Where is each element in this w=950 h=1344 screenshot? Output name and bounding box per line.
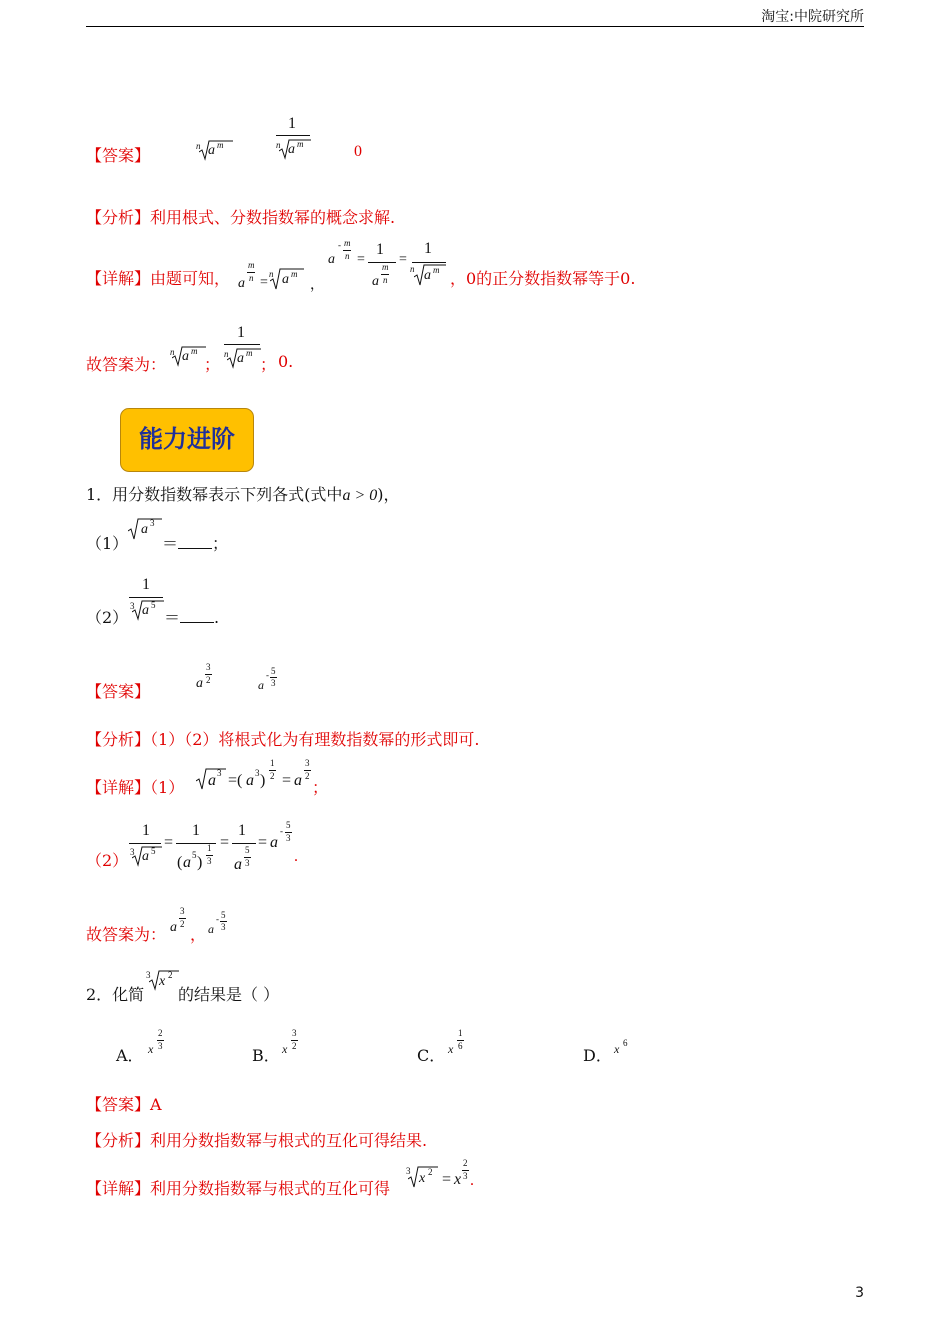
math-ans-a-neg5-3: a - 5 3 bbox=[258, 666, 276, 692]
math-frac-1-over-root: 1 n a m bbox=[276, 115, 312, 161]
detail-label: 【详解】 bbox=[86, 1179, 151, 1198]
math-detail-eq2: a - m n = 1 a m n = 1 n a m bbox=[326, 238, 448, 294]
conclusion-1-end: 0. bbox=[278, 352, 294, 371]
q2-stem-prefix: 2．化简 bbox=[86, 985, 145, 1004]
math-conc2-a-3-2: a 3 2 bbox=[170, 906, 185, 935]
math-conc-root: n a m bbox=[168, 344, 206, 370]
math-conc-frac: 1 n a m bbox=[224, 324, 262, 370]
detail-p1: （1） bbox=[150, 778, 185, 797]
q1-stem bbox=[86, 482, 399, 505]
analysis-label: 【分析】 bbox=[86, 208, 151, 227]
answer-A: 【答案】A bbox=[86, 1095, 162, 1114]
detail-prefix: 由题可知， bbox=[150, 269, 231, 288]
answer-label-2: 【答案】 bbox=[86, 682, 151, 701]
detail-2-sep: ； bbox=[312, 778, 329, 797]
math-conc2-a-neg5-3: a - 5 3 bbox=[208, 910, 226, 936]
math-detail-q1-p2: 1 3 a 5 = 1 ( a 5 ) 1 3 = 1 a 5 3 = a - 5 3 . bbox=[130, 820, 298, 873]
math-q2-root-x2: 3 x 2 bbox=[146, 968, 180, 994]
math-detail-q2: 3 x 2 = x 2 3 . bbox=[406, 1158, 474, 1189]
header-divider bbox=[86, 26, 864, 27]
analysis-text: （1）（2）将根式化为有理数指数幂的形式即可. bbox=[150, 730, 480, 749]
analysis-3 bbox=[86, 1128, 427, 1151]
conclusion-1-prefix: 故答案为： bbox=[86, 355, 167, 374]
detail-1-suffix: ，0的正分数指数幂等于0. bbox=[450, 269, 636, 288]
conc-sep-1: ； bbox=[204, 355, 221, 374]
detail-3 bbox=[86, 1176, 390, 1199]
detail-label: 【详解】 bbox=[86, 269, 151, 288]
detail-p2-label: （2） bbox=[86, 851, 129, 870]
math-ans-a-3-2: a 3 2 bbox=[196, 662, 211, 691]
math-option-d: x 6 bbox=[614, 1038, 628, 1056]
analysis-2 bbox=[86, 727, 479, 750]
detail-label: 【详解】 bbox=[86, 778, 151, 797]
page-number: 3 bbox=[855, 1285, 864, 1301]
detail-1-intro bbox=[86, 266, 230, 289]
option-a-label[interactable]: A． bbox=[116, 1046, 144, 1065]
analysis-label: 【分析】 bbox=[86, 1131, 151, 1150]
answer-zero: 0 bbox=[354, 143, 362, 160]
detail-2-intro bbox=[86, 775, 184, 798]
math-detail-eq1: a m n = n a m ， bbox=[238, 260, 324, 293]
math-option-c: x 1 6 bbox=[448, 1028, 463, 1056]
analysis-label: 【分析】 bbox=[86, 730, 151, 749]
q2-stem-suffix: 的结果是（ ） bbox=[178, 985, 280, 1004]
analysis-text: 利用分数指数幂与根式的互化可得结果. bbox=[150, 1131, 428, 1150]
analysis-1 bbox=[86, 205, 395, 228]
q1-part2-label: （2） bbox=[86, 608, 129, 627]
q1-part1-blank: ＝ ； bbox=[162, 534, 229, 553]
q1-stem-end: )， bbox=[377, 485, 400, 504]
section-badge: 能力进阶 bbox=[120, 408, 254, 472]
math-option-b: x 3 2 bbox=[282, 1028, 297, 1056]
option-c-label[interactable]: C． bbox=[417, 1046, 446, 1065]
conc-sep-2: ； bbox=[260, 355, 277, 374]
math-detail-q1-p1: a 3 =( a 3 ) 1 2 = a 3 2 bbox=[196, 758, 324, 794]
math-root-a-m: n a m bbox=[196, 138, 232, 162]
header-text: 淘宝:中院研究所 bbox=[761, 9, 864, 25]
math-option-a: x 2 3 bbox=[148, 1028, 163, 1056]
option-b-label[interactable]: B． bbox=[252, 1046, 280, 1065]
analysis-text: 利用根式、分数指数幂的概念求解. bbox=[150, 208, 396, 227]
q1-stem-cond: a > 0 bbox=[342, 487, 378, 504]
q1-part1-label: （1） bbox=[86, 534, 129, 553]
q1-stem-text: 1．用分数指数幂表示下列各式(式中 bbox=[86, 485, 343, 504]
q1-part2-blank: ＝ . bbox=[164, 608, 220, 627]
answer-label-1: 【答案】 bbox=[86, 146, 151, 165]
conclusion-2-prefix: 故答案为： bbox=[86, 925, 167, 944]
math-q1-frac: 1 3 a 5 bbox=[128, 576, 164, 624]
detail-text: 利用分数指数幂与根式的互化可得 bbox=[150, 1179, 391, 1198]
conc2-sep: ， bbox=[190, 925, 207, 944]
math-q1-sqrt-a3: a 3 bbox=[128, 516, 162, 542]
option-d-label[interactable]: D． bbox=[583, 1046, 612, 1065]
